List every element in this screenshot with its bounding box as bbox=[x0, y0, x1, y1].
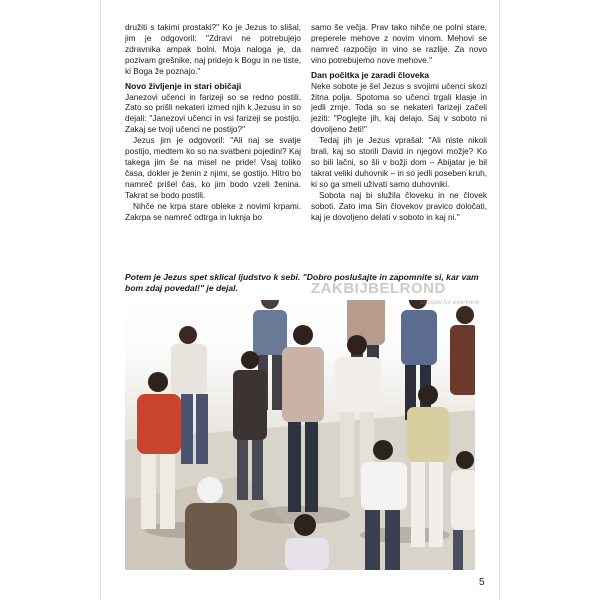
paragraph: Sobota naj bi služila človeku in ne človek soboti. Zato ima Sin človekov pravico določati, kaj je dovoljeno delati v soboto in kaj ni." bbox=[311, 189, 487, 222]
crowd-photo bbox=[125, 300, 475, 570]
watermark-tagline: Gospel for everyone bbox=[421, 299, 480, 306]
section-heading: Dan počitka je zaradi človeka bbox=[311, 69, 430, 80]
text-column-left bbox=[125, 22, 301, 222]
text-column-right bbox=[311, 22, 487, 222]
paragraph: Janezovi učenci in farizeji so se redno postili. Zato so prišli nekateri izmed njih k Jezusu in so dejali: "Janezovi učenci in vsi farizeji se postijo. Zakaj se tvoji učenci ne postijo?" bbox=[125, 91, 301, 135]
paragraph: Nihče ne krpa stare obleke z novimi krpami. Zakrpa se namreč odtrga in luknja bo bbox=[125, 200, 301, 222]
paragraph: samo še večja. Prav tako nihče ne polni stare, preperele mehove z novim vinom. Mehovi se namreč razpočijo in vino se razlije. Za novo vino potrebujemo nove mehove." bbox=[311, 22, 487, 65]
figure-background bbox=[450, 306, 475, 395]
section-heading: Novo življenje in stari običaji bbox=[125, 80, 242, 91]
book-page bbox=[100, 0, 500, 600]
watermark-logo: ZAKBIJBELROND bbox=[311, 280, 446, 297]
crowd-illustration bbox=[125, 300, 475, 570]
paragraph: Tedaj jih je Jezus vprašal: "Ali niste nikoli brali, kaj so storili David in njegovi možje? Ko so bili lačni, so šli v božji dom – Abijatar je bil takrat veliki duhovnik – in so jedli poseben kruh, ki so ga smeli uživati samo duhovniki. bbox=[311, 135, 487, 189]
paragraph: Jezus jim je odgovoril: "Ali naj se svatje postijo, medtem ko so na svatbeni pojedini? Kaj takega jim še na misel ne pride! Vsaj toliko časa, dokler je ženin z njimi, se gostijo. Hitro bo namreč prišel čas, ko jim bodo vzeli ženina. Takrat se bodo postili. bbox=[125, 135, 301, 200]
paragraph: družiti s takimi prostaki?" Ko je Jezus to slišal, jim je odgovoril: "Zdravi ne potrebujejo zdravnika ampak bolni. Moja naloga je, da pozivam grešnike, naj pridejo k Bogu in ne tiste, ki Boga že poznajo." bbox=[125, 22, 301, 76]
photo-caption: Potem je Jezus spet sklical ljudstvo k sebi. "Dobro poslušajte in zapomnite si, kar vam bom zdaj povedal!" je dejal. bbox=[125, 272, 479, 294]
paragraph: Neke sobote je šel Jezus s svojimi učenci skozi žitna polja. Spotoma so učenci trgali klasje in jedli zrnje. Toda so se nekateri farizeji začeli jeziti: "Poglejte jih, kaj delajo. Saj v soboto ni dovoljeno žeti!" bbox=[311, 80, 487, 135]
page-number: 5 bbox=[479, 577, 485, 588]
